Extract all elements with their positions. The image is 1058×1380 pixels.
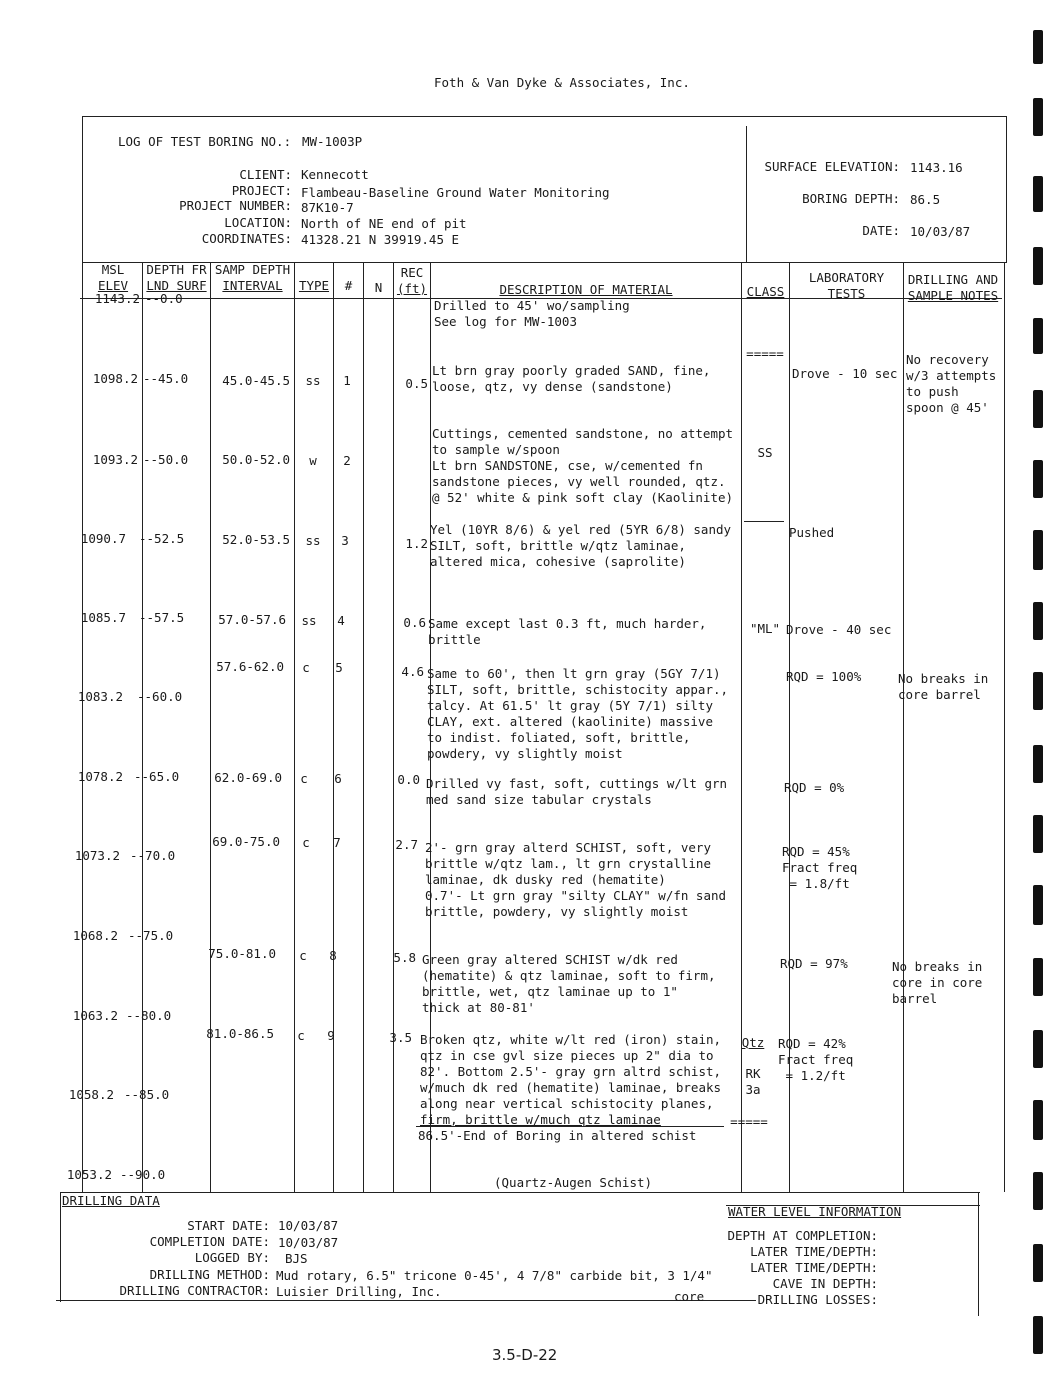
coordinates-label: COORDINATES:	[201, 231, 292, 246]
client-value: Kennecott	[301, 167, 369, 182]
drilling-contractor-label: DRILLING CONTRACTOR:	[119, 1283, 270, 1298]
sample-note: No recovery w/3 attempts to push spoon @ 45'	[906, 352, 997, 415]
depth-at-completion-label: DEPTH AT COMPLETION:	[727, 1228, 878, 1243]
elev-row: 1098.2	[92, 371, 138, 386]
sample-type: ss	[305, 533, 321, 548]
start-date-value: 10/03/87	[278, 1218, 339, 1233]
sample-type: c	[302, 835, 310, 850]
completion-date-label: COMPLETION DATE:	[149, 1234, 270, 1249]
sample-interval: 57.6-62.0	[216, 659, 284, 674]
sample-interval: 50.0-52.0	[222, 452, 290, 467]
sample-number: 5	[335, 660, 343, 675]
project-number-label: PROJECT NUMBER:	[179, 198, 292, 213]
sample-rec: 2.7	[395, 837, 418, 852]
log-label: LOG OF TEST BORING NO.:	[118, 134, 292, 149]
description-block: Drilled to 45' wo/sampling See log for MW-1003	[434, 298, 630, 329]
lab-test: Drove - 40 sec	[786, 622, 892, 637]
col-msl-2: ELEV	[97, 278, 129, 293]
depth-row: --0.0	[145, 291, 183, 306]
elev-row: 1083.2	[77, 689, 123, 704]
depth-row: --90.0	[120, 1167, 166, 1182]
lab-test: RQD = 42% Fract freq = 1.2/ft	[778, 1036, 854, 1083]
project-value: Flambeau-Baseline Ground Water Monitoring	[301, 185, 610, 200]
project-number-value: 87K10-7	[301, 200, 354, 215]
elev-row: 1063.2	[72, 1008, 118, 1023]
description-block: Same to 60', then lt grn gray (5GY 7/1) SILT, soft, brittle, schistocity appar., talcy. At 61.5' lt gray (5Y 7/1) silty CLAY, ext. altered (kaolinite) massive to indist. foliated, soft, brittle, powdery, vy slightly moist	[427, 666, 729, 761]
start-date-label: START DATE:	[187, 1218, 270, 1233]
boring-depth-value: 86.5	[910, 192, 941, 207]
sample-note: No breaks in core in core barrel	[892, 959, 983, 1006]
depth-row: --52.5	[139, 531, 185, 546]
cave-in-depth-label: CAVE IN DEPTH:	[772, 1276, 878, 1291]
description-block: 86.5'-End of Boring in altered schist	[418, 1128, 697, 1143]
sample-number: 1	[343, 373, 351, 388]
col-description: DESCRIPTION OF MATERIAL	[499, 282, 673, 297]
location-label: LOCATION:	[224, 215, 292, 230]
class-entry: SS	[757, 445, 773, 460]
depth-row: --75.0	[128, 928, 174, 943]
sample-note: No breaks in core barrel	[898, 671, 989, 702]
depth-row: --50.0	[143, 452, 189, 467]
depth-row: --60.0	[137, 689, 183, 704]
lab-test: RQD = 97%	[780, 956, 848, 971]
description-block: Cuttings, cemented sandstone, no attempt to sample w/spoon Lt brn SANDSTONE, cse, w/cemented fn sandstone pieces, vy well rounded, qtz. @ 52' white & pink soft clay (Kaolinite)	[432, 426, 734, 505]
client-label: CLIENT:	[239, 167, 292, 182]
sample-number: 4	[337, 613, 345, 628]
drilling-method-continuation: core	[674, 1289, 705, 1304]
sample-number: 8	[329, 948, 337, 963]
description-block: firm, brittle w/much qtz laminae	[420, 1112, 661, 1127]
sample-rec: 5.8	[393, 950, 416, 965]
sample-rec: 1.2	[405, 536, 428, 551]
elev-row: 1053.2	[66, 1167, 112, 1182]
lab-test: RQD = 45% Fract freq = 1.8/ft	[782, 844, 858, 891]
sample-type: ss	[301, 613, 317, 628]
description-block: Same except last 0.3 ft, much harder, brittle	[428, 616, 707, 647]
lab-test: RQD = 100%	[786, 669, 862, 684]
sample-interval: 62.0-69.0	[214, 770, 282, 785]
col-class: CLASS	[746, 284, 785, 299]
sample-interval: 52.0-53.5	[222, 532, 290, 547]
depth-row: --45.0	[143, 371, 189, 386]
col-type: TYPE	[298, 278, 330, 293]
sample-interval: 57.0-57.6	[218, 612, 286, 627]
elev-row: 1093.2	[92, 452, 138, 467]
sample-number: 3	[341, 533, 349, 548]
description-block: Yel (10YR 8/6) & yel red (5YR 6/8) sandy SILT, soft, brittle w/qtz laminae, altered mica, cohesive (saprolite)	[430, 522, 732, 569]
col-samp-1: SAMP DEPTH	[214, 262, 291, 277]
page-number: 3.5-D-22	[492, 1346, 558, 1364]
sample-type: w	[309, 453, 317, 468]
col-depth-2: LND SURF	[146, 278, 207, 293]
col-num: #	[344, 278, 353, 293]
depth-row: --85.0	[124, 1087, 170, 1102]
sample-rec: 0.6	[403, 615, 426, 630]
logged-by-label: LOGGED BY:	[194, 1250, 270, 1265]
description-footnote: (Quartz-Augen Schist)	[494, 1175, 653, 1190]
lab-test: RQD = 0%	[784, 780, 845, 795]
sample-rec: 0.5	[405, 376, 428, 391]
surface-elevation-value: 1143.16	[910, 160, 963, 175]
completion-date-value: 10/03/87	[278, 1235, 339, 1250]
later-time-depth-label: LATER TIME/DEPTH:	[750, 1244, 878, 1259]
description-block: 2'- grn gray alterd SCHIST, soft, very brittle w/qtz lam., lt grn crystalline laminae, dk dusky red (hematite) 0.7'- Lt grn gray "silty CLAY" w/fn sand brittle, powdery, vy slightly moist	[425, 840, 727, 919]
col-notes-2: SAMPLE NOTES	[907, 288, 999, 303]
drilling-contractor-value: Luisier Drilling, Inc.	[276, 1284, 442, 1299]
date-value: 10/03/87	[910, 224, 971, 239]
drilling-losses-label: DRILLING LOSSES:	[757, 1292, 878, 1307]
sample-interval: 81.0-86.5	[206, 1026, 274, 1041]
depth-row: --57.5	[139, 610, 185, 625]
elev-row: 1085.7	[80, 610, 126, 625]
sample-type: ss	[305, 373, 321, 388]
col-samp-2: INTERVAL	[222, 278, 283, 293]
sample-number: 9	[327, 1028, 335, 1043]
depth-row: --65.0	[134, 769, 180, 784]
col-rec-2: (ft)	[396, 281, 428, 296]
elev-row: 1090.7	[80, 531, 126, 546]
col-lab-1: LABORATORY	[808, 270, 885, 285]
elev-row: 1078.2	[77, 769, 123, 784]
sample-interval: 45.0-45.5	[222, 373, 290, 388]
company-name: Foth & Van Dyke & Associates, Inc.	[434, 75, 690, 90]
drilling-data-title: DRILLING DATA	[62, 1193, 160, 1208]
sample-rec: 3.5	[389, 1030, 412, 1045]
sample-interval: 69.0-75.0	[212, 834, 280, 849]
class-entry: Qtz	[741, 1035, 765, 1050]
class-entry: =====	[746, 346, 784, 361]
col-depth-1: DEPTH FR	[146, 262, 207, 277]
logged-by-value: BJS	[285, 1251, 308, 1266]
sample-type: c	[302, 660, 310, 675]
date-label: DATE:	[862, 223, 900, 238]
elev-row: 1073.2	[74, 848, 120, 863]
sample-number: 7	[333, 835, 341, 850]
lab-test: Drove - 10 sec	[792, 366, 898, 381]
project-label: PROJECT:	[231, 183, 292, 198]
water-level-title: WATER LEVEL INFORMATION	[728, 1204, 902, 1219]
col-rec-1: REC	[400, 265, 424, 280]
drilling-method-label: DRILLING METHOD:	[149, 1267, 270, 1282]
description-block: Lt brn gray poorly graded SAND, fine, loose, qtz, vy dense (sandstone)	[432, 363, 711, 394]
sample-number: 6	[334, 771, 342, 786]
description-block: Green gray altered SCHIST w/dk red (hematite) & qtz laminae, soft to firm, brittle, wet, qtz laminae up to 1" thick at 80-81'	[422, 952, 716, 1015]
sample-interval: 75.0-81.0	[208, 946, 276, 961]
sample-number: 2	[343, 453, 351, 468]
class-entry: RK 3a	[745, 1066, 761, 1097]
col-notes-1: DRILLING AND	[907, 272, 999, 287]
col-msl-1: MSL	[101, 262, 125, 277]
drilling-method-value: Mud rotary, 6.5" tricone 0-45', 4 7/8" carbide bit, 3 1/4"	[276, 1268, 713, 1283]
coordinates-value: 41328.21 N 39919.45 E	[301, 232, 460, 247]
col-n: N	[374, 280, 383, 295]
description-block: Drilled vy fast, soft, cuttings w/lt grn med sand size tabular crystals	[426, 776, 728, 807]
sample-type: c	[299, 948, 307, 963]
log-value: MW-1003P	[302, 134, 363, 149]
col-lab-2: TESTS	[827, 286, 866, 301]
class-entry: "ML"	[749, 621, 781, 636]
class-entry: =====	[730, 1114, 768, 1129]
sample-type: c	[300, 771, 308, 786]
sample-rec: 4.6	[401, 664, 424, 679]
later-time-depth-label-2: LATER TIME/DEPTH:	[750, 1260, 878, 1275]
depth-row: --80.0	[126, 1008, 172, 1023]
sample-rec: 0.0	[397, 772, 420, 787]
sample-type: c	[297, 1028, 305, 1043]
boring-depth-label: BORING DEPTH:	[802, 191, 900, 206]
elev-row: 1143.2	[94, 291, 140, 306]
description-block: Broken qtz, white w/lt red (iron) stain, qtz in cse gvl size pieces up 2" dia to 82'. Bottom 2.5'- gray grn altrd schist, w/much dk red (hematite) laminae, breaks along near vertical schistocity planes,	[420, 1032, 722, 1111]
lab-test: Pushed	[789, 525, 835, 540]
depth-row: --70.0	[130, 848, 176, 863]
elev-row: 1068.2	[72, 928, 118, 943]
surface-elevation-label: SURFACE ELEVATION:	[764, 159, 900, 174]
elev-row: 1058.2	[68, 1087, 114, 1102]
location-value: North of NE end of pit	[301, 216, 467, 231]
